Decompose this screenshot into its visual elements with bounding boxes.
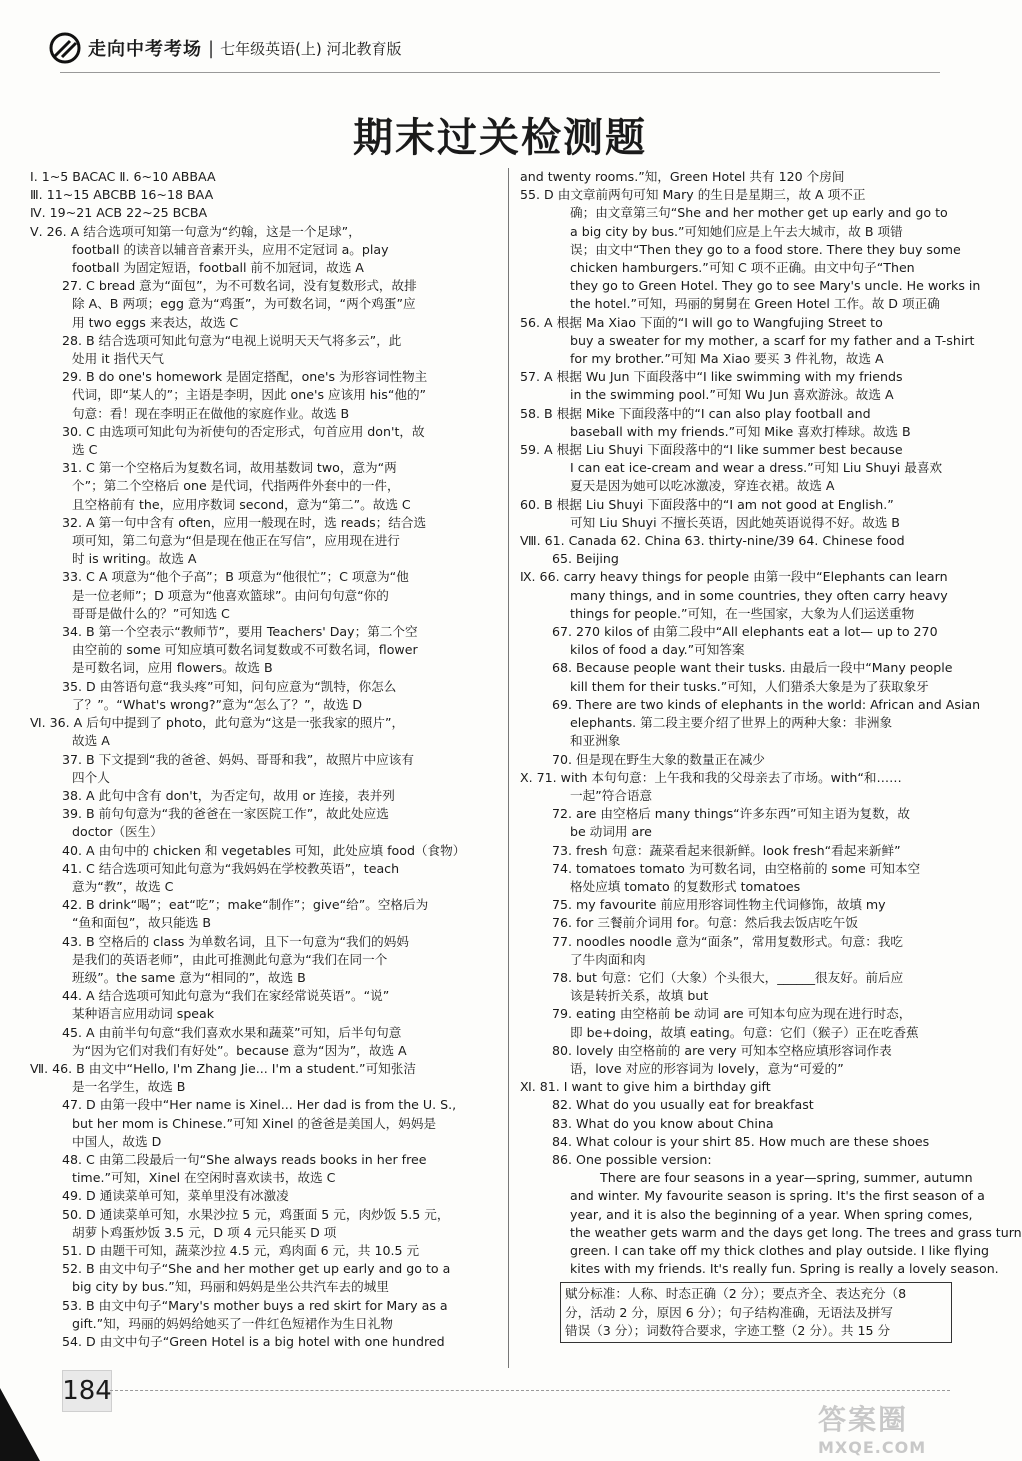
answer-line: gift.”知，玛丽的妈妈给她买了一件红色短裙作为生日礼物: [72, 1315, 393, 1331]
answer-line: 53. B 由文中句子“Mary's mother buys a red skirt for Mary as a: [62, 1297, 448, 1313]
answer-line: 即 be+doing，故填 eating。句意：它们（猴子）正在吃香蕉: [570, 1024, 919, 1040]
answer-line: baseball with my friends.”可知 Mike 喜欢打棒球。故选 B: [570, 423, 911, 439]
answer-line: 51. D 由题干可知，蔬菜沙拉 4.5 元，鸡肉面 6 元，共 10.5 元: [62, 1242, 420, 1258]
left-column: [30, 168, 494, 1351]
logo-icon: [48, 31, 82, 65]
answer-line: 38. A 此句中含有 don't，为否定句，故用 or 连接，表并列: [62, 787, 395, 803]
answer-line: 是一名学生，故选 B: [72, 1079, 186, 1095]
answer-line: Ⅷ. 61. Canada 62. China 63. thirty-nine/39 64. Chinese food: [520, 533, 905, 549]
answer-line: 40. A 由句中的 chicken 和 vegetables 可知，此处应填 food（食物）: [62, 842, 466, 858]
answer-line: 34. B 第一个空表示“教师节”，要用 Teachers' Day；第二个空: [62, 624, 418, 640]
answer-line: but her mom is Chinese.”可知 Xinel 的爸爸是美国人，妈妈是: [72, 1115, 437, 1131]
sample-essay: [520, 1169, 1022, 1278]
scoring-line: 分，活动 2 分，原因 6 分）；句子结构准确，无语法及拼写: [565, 1304, 893, 1320]
answer-line: kilos of food a day.”可知答案: [570, 642, 745, 658]
answer-line: 67. 270 kilos of 由第二段中“All elephants eat a lot— up to 270: [552, 624, 938, 640]
answer-line: 72. are 由空格后 many things“许多东西”可知主语为复数，故: [552, 806, 910, 822]
scoring-line: 赋分标准：人称、时态正确（2 分）；要点齐全、表达充分（8: [565, 1286, 907, 1302]
answer-line: 80. lovely 由空格前的 are very 可知本空格应填形容词作表: [552, 1042, 892, 1058]
answer-line: football 为固定短语，football 前不加冠词，故选 A: [72, 260, 364, 276]
answer-line: 格处应填 tomato 的复数形式 tomatoes: [570, 878, 801, 894]
answer-line: 86. One possible version:: [552, 1151, 712, 1167]
answer-line: 48. C 由第二段最后一句“She always reads books in her free: [62, 1151, 427, 1167]
answer-line: 误；由文中“Then they go to a food store. There they buy some: [570, 241, 961, 257]
essay-line: There are four seasons in a year—spring, summer, autumn: [600, 1170, 973, 1186]
answer-line: kill them for their tusks.”可知，人们猎杀大象是为了获取象牙: [570, 678, 929, 694]
answer-line: 55. D 由文章前两句可知 Mary 的生日是星期三，故 A 项不正: [520, 187, 866, 203]
answer-line: Ⅰ. 1~5 BACAC Ⅱ. 6~10 ABBAA: [30, 169, 216, 184]
answer-line: 29. B do one's homework 是固定搭配，one's 为形容词性物主: [62, 369, 428, 385]
answer-line: 70. 但是现在野生大象的数量正在减少: [552, 751, 765, 767]
answer-line: Ⅹ. 71. with 本句句意：上午我和我的父母亲去了市场。with“和……: [520, 769, 902, 785]
answer-line: 确；由文章第三句“She and her mother get up early and go to: [570, 205, 948, 221]
answer-line: 68. Because people want their tusks. 由最后一段中“Many people: [552, 660, 953, 676]
answer-line: 某种语言应用动词 speak: [72, 1006, 215, 1022]
answer-line: 代词，即“某人的”；主语是李明，因此 one's 应该用 his“他的”: [72, 387, 427, 403]
answer-line: 是我们的英语老师”，由此可推测此句意为“我们在同一个: [72, 951, 388, 967]
answer-line: 28. B 结合选项可知此句意为“电视上说明天天气将多云”，此: [62, 332, 402, 348]
answer-line: 夏天是因为她可以吃冰激凌，穿连衣裙。故选 A: [570, 478, 835, 494]
answer-line: 选 C: [72, 442, 98, 458]
answer-line: 41. C 结合选项可知此句意为“我妈妈在学校教英语”，teach: [62, 860, 400, 876]
answer-line: 是一位老师”；D 项意为“他喜欢篮球”。由问句句意“你的: [72, 587, 389, 603]
answer-line: big city by bus.”知，玛丽和妈妈是坐公共汽车去的城里: [72, 1279, 389, 1295]
answer-line: 故选 A: [72, 733, 110, 749]
answer-line: 84. What colour is your shirt 85. How much are these shoes: [552, 1133, 930, 1149]
essay-line: and winter. My favourite season is spring. It's the first season of a: [570, 1188, 985, 1204]
page-title: 期末过关检测题: [353, 115, 647, 161]
answer-line: 45. A 由前半句句意“我们喜欢水果和蔬菜”可知，后半句句意: [62, 1024, 402, 1040]
answer-line: 处用 it 指代天气: [72, 351, 165, 367]
answer-line: 四个人: [72, 769, 110, 785]
answer-line: doctor（医生）: [72, 824, 163, 840]
right-answer-lines: [520, 168, 981, 1169]
answer-line: a big city by bus.”可知她们应是上午去大城市，故 B 项错: [570, 223, 903, 239]
watermark-url: MXQE.COM: [818, 1438, 927, 1457]
answer-line: 时 is writing。故选 A: [72, 551, 197, 567]
answer-line: for my brother.”可知 Ma Xiao 要买 3 件礼物，故选 A: [570, 351, 884, 367]
answer-line: Ⅵ. 36. A 后句中提到了 photo，此句意为“这是一张我家的照片”，: [30, 715, 405, 731]
answer-line: I can eat ice-cream and wear a dress.”可知 Liu Shuyi 最喜欢: [570, 460, 943, 476]
answer-line: time.”可知，Xinel 在空闲时喜欢读书，故选 C: [72, 1170, 336, 1186]
answer-line: Ⅺ. 81. I want to give him a birthday gift: [520, 1079, 771, 1095]
answer-line: 31. C 第一个空格后为复数名词，故用基数词 two，意为“两: [62, 460, 397, 476]
page-header: [48, 26, 402, 70]
answer-line: 42. B drink“喝”；eat“吃”；make“制作”；give“给”。空格后为: [62, 897, 429, 913]
answer-line: 52. B 由文中句子“She and her mother get up early and go to a: [62, 1261, 451, 1277]
answer-line: 一起”符合语意: [570, 787, 653, 803]
header-separator: |: [208, 37, 215, 59]
answer-line: 班级”。the same 意为“相同的”，故选 B: [72, 969, 306, 985]
answer-line: 和亚洲象: [570, 733, 621, 749]
answer-line: 33. C A 项意为“他个子高”；B 项意为“他很忙”；C 项意为“他: [62, 569, 409, 585]
answer-line: 哥哥是做什么的？”可知选 C: [72, 605, 230, 621]
header-rule: [60, 72, 940, 73]
answer-line: in the swimming pool.”可知 Wu Jun 喜欢游泳。故选 A: [570, 387, 894, 403]
answer-line: 意为“教”，故选 C: [72, 878, 174, 894]
answer-line: 39. B 前句句意为“我的爸爸在一家医院工作”，故此处应选: [62, 806, 389, 822]
answer-line: 78. but 句意：它们（大象）个头很大，______很友好。前后应: [552, 969, 904, 985]
answer-line: Ⅴ. 26. A 结合选项可知第一句意为“约翰，这是一个足球”，: [30, 223, 361, 239]
answer-line: 57. A 根据 Wu Jun 下面段落中“I like swimming with my friends: [520, 369, 903, 385]
book-title: 七年级英语(上) 河北教育版: [220, 39, 402, 58]
page-corner-mark: [0, 1388, 40, 1461]
answer-line: 32. A 第一句中含有 often，应用一般现在时，选 reads；结合选: [62, 514, 427, 530]
answer-line: 44. A 结合选项可知此句意为“我们在家经常说英语”。“说”: [62, 988, 390, 1004]
answer-line: 该是转折关系，故填 but: [570, 988, 709, 1004]
answer-line: things for people.”可知，在一些国家，大象为人们运送重物: [570, 605, 915, 621]
answer-line: 69. There are two kinds of elephants in the world: African and Asian: [552, 696, 981, 712]
answer-line: 59. A 根据 Liu Shuyi 下面段落中的“I like summer best because: [520, 442, 903, 458]
answer-line: 除 A、B 两项；egg 意为“鸡蛋”，为可数名词，“两个鸡蛋”应: [72, 296, 416, 312]
answer-line: 30. C 由选项可知此句为祈使句的否定形式，句首应用 don't，故: [62, 423, 425, 439]
footer-rule: [110, 1390, 950, 1391]
answer-line: 句意：看！现在李明正在做他的家庭作业。故选 B: [72, 405, 350, 421]
answer-line: 可知 Liu Shuyi 不擅长英语，因此她英语说得不好。故选 B: [570, 514, 900, 530]
answer-line: 是可数名词，应用 flowers。故选 B: [72, 660, 273, 676]
answer-line: 75. my favourite 前应用形容词性物主代词修饰，故填 my: [552, 897, 886, 913]
answer-line: 语，love 对应的形容词为 lovely，意为“可爱的”: [570, 1060, 844, 1076]
answer-line: 为“因为它们对我们有好处”。because 意为“因为”，故选 A: [72, 1042, 407, 1058]
answer-line: 用 two eggs 来表达，故选 C: [72, 314, 239, 330]
answer-line: 79. eating 由空格前 be 动词 are 可知本句应为现在进行时态，: [552, 1006, 912, 1022]
answer-line: 35. D 由答语句意“我头疼”可知，问句应意为“凯特，你怎么: [62, 678, 397, 694]
answer-line: 65. Beijing: [552, 551, 619, 567]
scoring-criteria-box: [560, 1282, 952, 1343]
answer-line: Ⅶ. 46. B 由文中“Hello, I'm Zhang Jie... I'm a student.”可知张洁: [30, 1060, 416, 1076]
page-number: 184: [62, 1370, 112, 1412]
answer-line: 37. B 下文提到“我的爸爸、妈妈、哥哥和我”，故照片中应该有: [62, 751, 414, 767]
answer-line: Ⅲ. 11~15 ABCBB 16~18 BAA: [30, 187, 214, 203]
answer-line: football 的读音以辅音音素开头，应用不定冠词 a。play: [72, 241, 389, 257]
scoring-line: 错误（3 分）；词数符合要求，字迹工整（2 分）。共 15 分: [565, 1322, 891, 1338]
answer-line: 77. noodles noodle 意为“面条”，常用复数形式。句意：我吃: [552, 933, 904, 949]
answer-line: 43. B 空格后的 class 为单数名词，且下一句意为“我们的妈妈: [62, 933, 409, 949]
answer-line: and twenty rooms.”知，Green Hotel 共有 120 个房间: [520, 169, 845, 184]
answer-line: many things, and in some countries, they often carry heavy: [570, 587, 948, 603]
column-divider: [508, 168, 509, 1368]
answer-line: 了牛肉面和肉: [570, 951, 646, 967]
answer-line: 47. D 由第一段中“Her name is Xinel... Her dad is from the U. S.,: [62, 1097, 457, 1113]
answer-line: 27. C bread 意为“面包”，为不可数名词，没有复数形式，故排: [62, 278, 417, 294]
answer-line: Ⅳ. 19~21 ACB 22~25 BCBA: [30, 205, 208, 221]
answer-line: they go to Green Hotel. They go to see Mary's uncle. He works in: [570, 278, 981, 294]
answer-line: 56. A 根据 Ma Xiao 下面的“I will go to Wangfujing Street to: [520, 314, 883, 330]
answer-line: Ⅸ. 66. carry heavy things for people 由第一段中“Elephants can learn: [520, 569, 948, 585]
answer-line: 项可知，第二句意为“但是现在他正在写信”，应用现在进行: [72, 533, 400, 549]
answer-line: 58. B 根据 Mike 下面段落中的“I can also play football and: [520, 405, 871, 421]
watermark-text: 答案圈: [818, 1403, 909, 1436]
essay-line: kites with my friends. It's really fun. Spring is really a lovely season.: [570, 1261, 999, 1277]
right-column: [520, 168, 1022, 1343]
answer-line: chicken hamburgers.”可知 C 项不正确。由文中句子“Then: [570, 260, 915, 276]
watermark-logo: [818, 1398, 983, 1456]
answer-line: 60. B 根据 Liu Shuyi 下面段落中的“I am not good at English.”: [520, 496, 894, 512]
answer-line: 个”；第二个空格后 one 是代词，代指两件外套中的一件，: [72, 478, 400, 494]
essay-line: year, and it is also the beginning of a year. When spring comes,: [570, 1206, 973, 1222]
answer-line: 76. for 三餐前介词用 for。句意：然后我去饭店吃午饭: [552, 915, 858, 931]
answer-line: 49. D 通读菜单可知，菜单里没有冰激凌: [62, 1188, 289, 1204]
answer-line: 由空前的 some 可知应填可数名词复数或不可数名词，flower: [72, 642, 418, 658]
essay-line: the weather gets warm and the days get long. The trees and grass turn: [570, 1224, 1022, 1240]
answer-line: “鱼和面包”，故只能选 B: [72, 915, 212, 931]
answer-line: 74. tomatoes tomato 为可数名词，由空格前的 some 可知本空: [552, 860, 921, 876]
answer-line: elephants. 第二段主要介绍了世界上的两种大象：非洲象: [570, 715, 893, 731]
answer-line: 50. D 通读菜单可知，水果沙拉 5 元，鸡蛋面 5 元，肉炒饭 5.5 元，: [62, 1206, 450, 1222]
answer-line: buy a sweater for my mother, a scarf for my father and a T-shirt: [570, 332, 975, 348]
answer-line: 73. fresh 句意：蔬菜看起来很新鲜。look fresh“看起来新鲜”: [552, 842, 901, 858]
answer-line: 胡萝卜鸡蛋炒饭 3.5 元，D 项 4 元只能买 D 项: [72, 1224, 337, 1240]
answer-line: 且空格前有 the，应用序数词 second，意为“第二”。故选 C: [72, 496, 411, 512]
answer-line: 82. What do you usually eat for breakfast: [552, 1097, 814, 1113]
answer-line: 54. D 由文中句子“Green Hotel is a big hotel with one hundred: [62, 1334, 445, 1349]
answer-line: be 动词用 are: [570, 824, 652, 840]
essay-line: green. I can take off my thick clothes and play outside. I like flying: [570, 1242, 990, 1258]
answer-line: 83. What do you know about China: [552, 1115, 774, 1131]
answer-line: 了？”。“What's wrong?”意为“怎么了？”，故选 D: [72, 696, 363, 712]
answer-line: the hotel.”可知，玛丽的舅舅在 Green Hotel 工作。故 D 项正确: [570, 296, 940, 312]
answer-line: 中国人，故选 D: [72, 1133, 162, 1149]
series-brand: 走向中考考场: [88, 39, 202, 60]
